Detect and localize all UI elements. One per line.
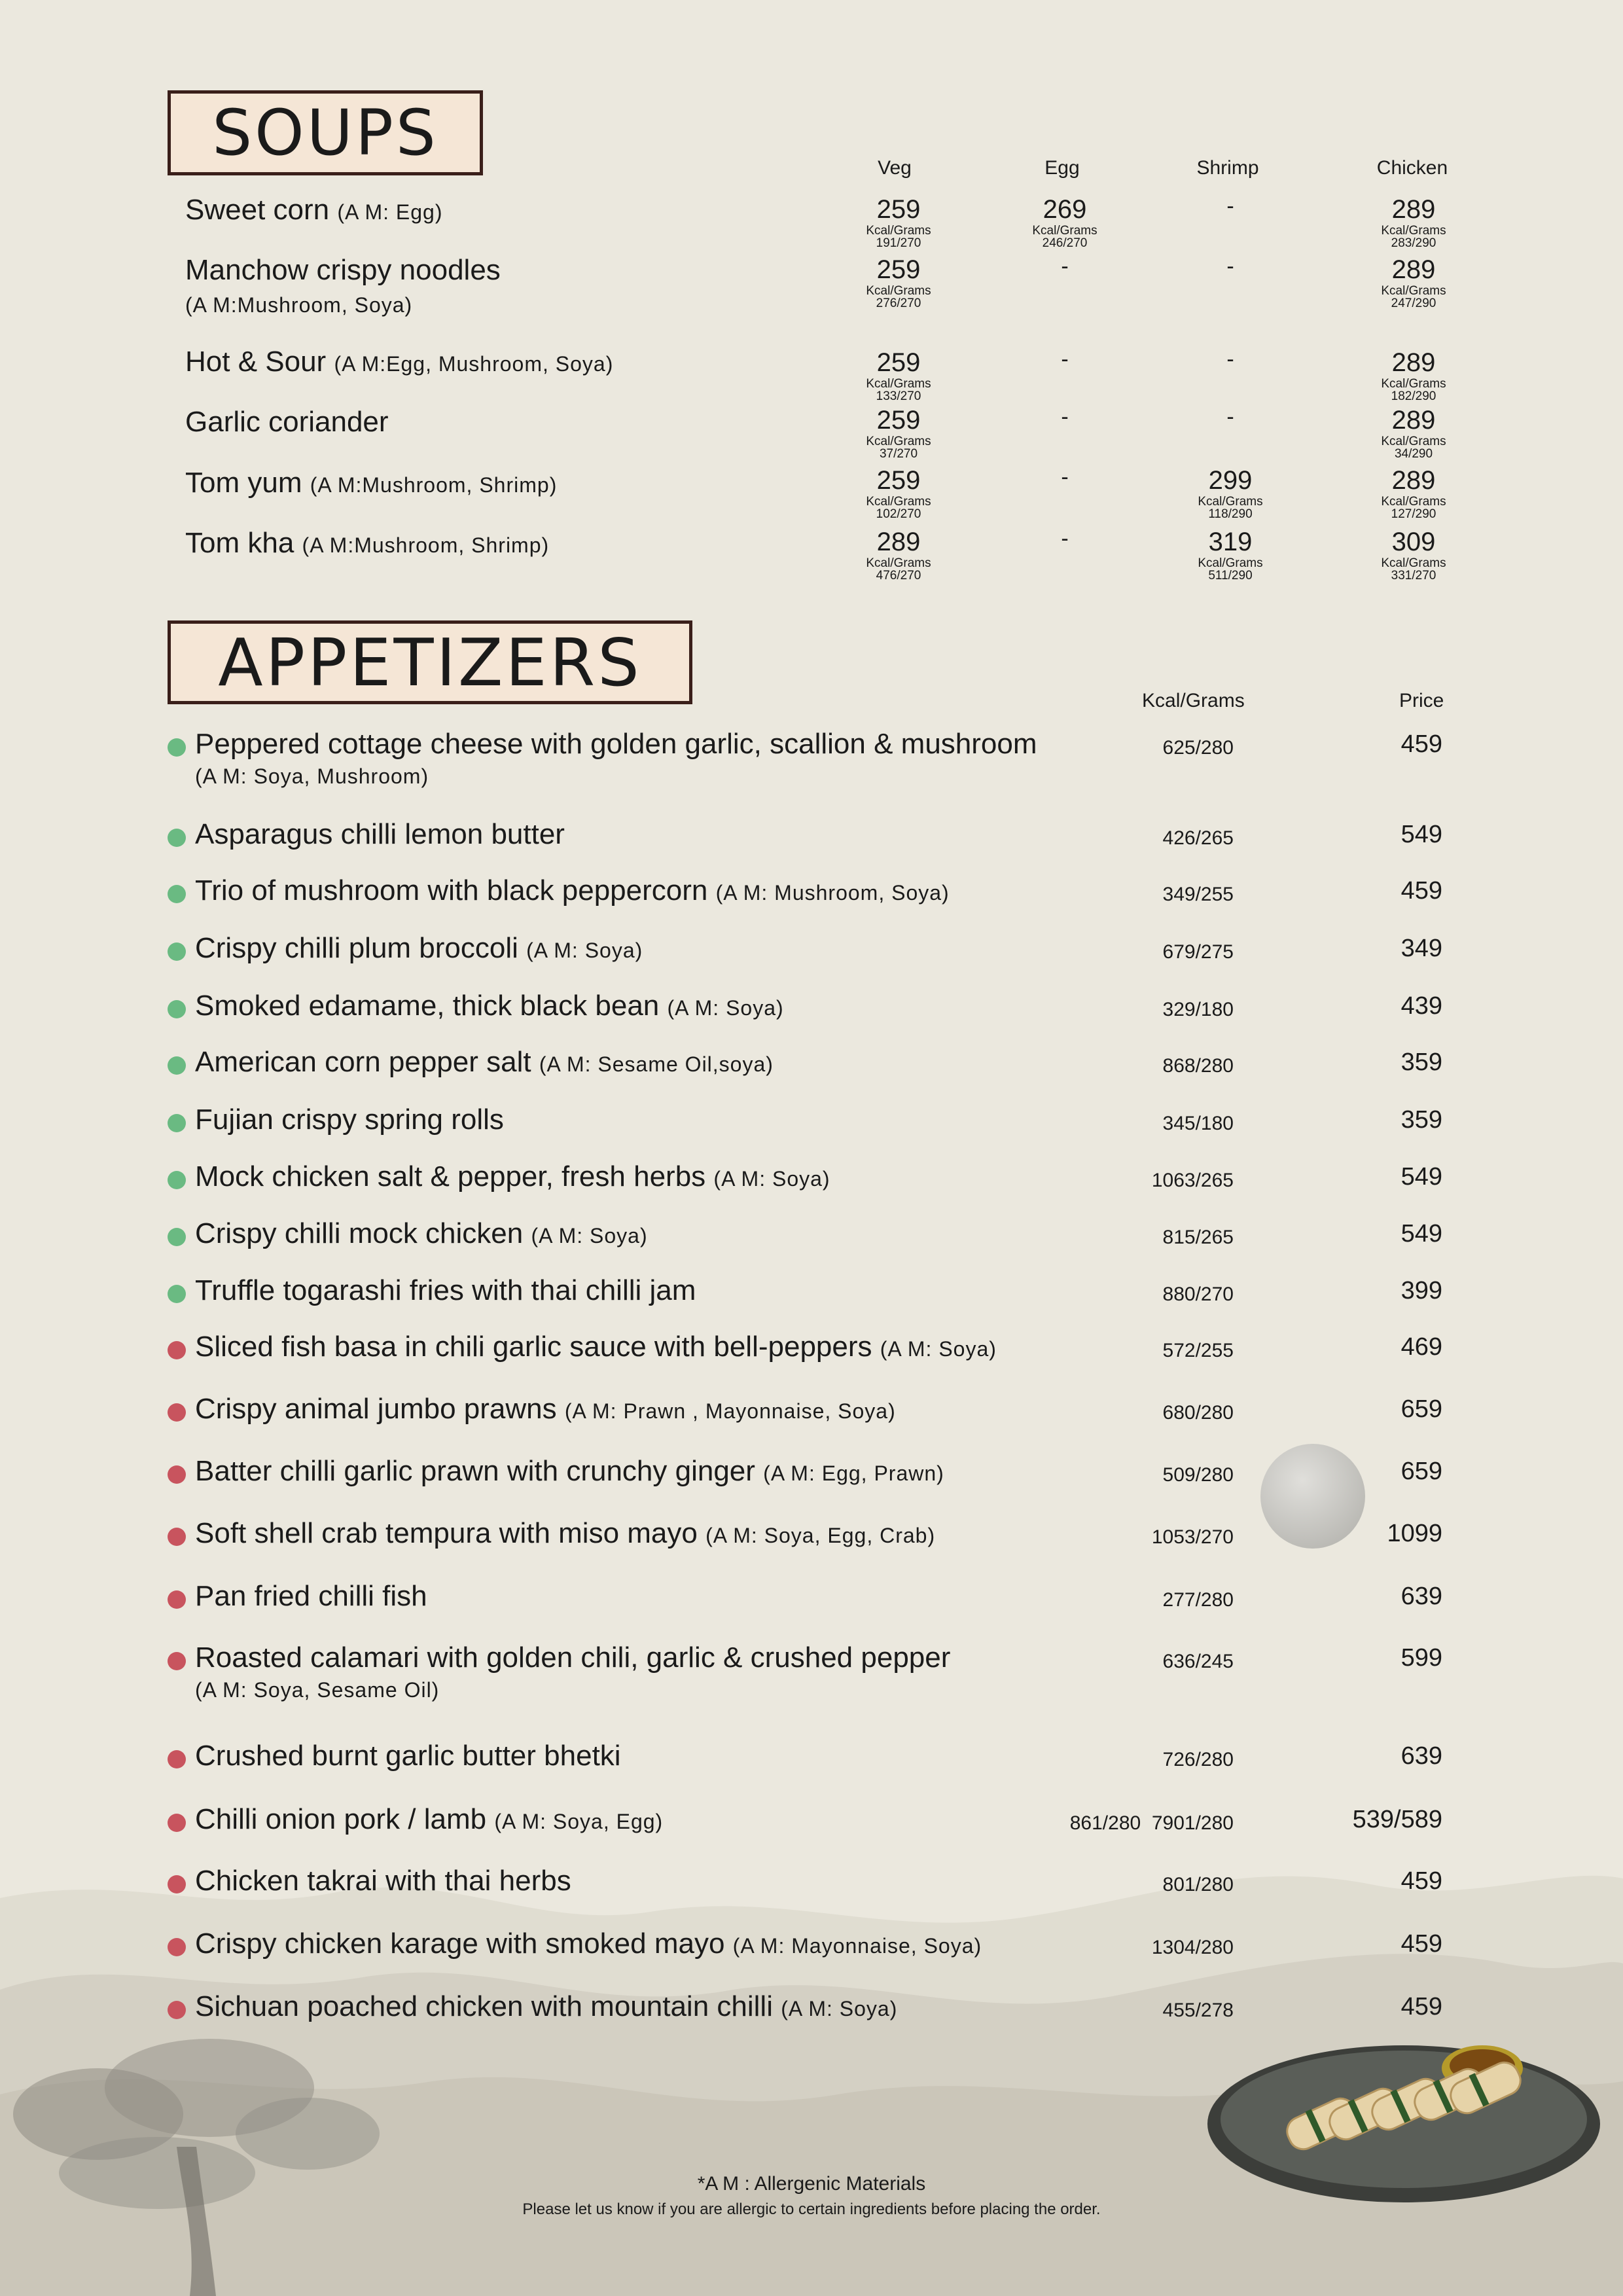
- appetizer-name-text: Smoked edamame, thick black bean: [195, 990, 660, 1022]
- appetizer-kcal: 861/280 7901/280: [1069, 1812, 1234, 1834]
- appetizer-row: [0, 1740, 1623, 1792]
- appetizer-row: [0, 932, 1623, 984]
- veg-indicator-icon: [168, 885, 186, 903]
- soups-title-box: [168, 90, 483, 175]
- soup-item-name: [185, 254, 501, 287]
- price-header: Price: [1399, 690, 1444, 711]
- soup-price-cell-chicken: [1348, 407, 1479, 460]
- soup-price-cell-shrimp: [1165, 467, 1296, 520]
- appetizer-kcal: 625/280: [1162, 737, 1234, 759]
- appetizer-allergens: (A M: Soya): [531, 1224, 648, 1247]
- col-header-egg: Egg: [1044, 157, 1080, 179]
- appetizer-price: 469: [1400, 1333, 1442, 1361]
- soup-price: 289: [1391, 195, 1436, 224]
- allergen-legend: *A M : Allergenic Materials: [697, 2173, 926, 2195]
- appetizer-name-text: Roasted calamari with golden chili, garlic & crushed pepper: [195, 1641, 951, 1674]
- appetizer-kcal: 349/255: [1162, 884, 1234, 905]
- appetizer-name-text: Truffle togarashi fries with thai chilli jam: [195, 1274, 696, 1306]
- soup-kcal: 276/270: [876, 296, 921, 310]
- appetizer-name-text: Fujian crispy spring rolls: [195, 1103, 504, 1136]
- appetizer-allergens: (A M: Soya): [526, 939, 643, 962]
- soup-price: 289: [1391, 348, 1436, 377]
- col-header-shrimp: Shrimp: [1196, 157, 1259, 179]
- appetizers-title: APPETIZERS: [218, 624, 642, 701]
- soup-kcal: 34/290: [1394, 447, 1433, 461]
- veg-indicator-icon: [168, 1000, 186, 1018]
- appetizer-name-text: Crispy chilli plum broccoli: [195, 932, 518, 964]
- soup-price-cell-chicken: [1348, 196, 1479, 249]
- nonveg-indicator-icon: [168, 1814, 186, 1832]
- appetizer-allergens: (A M: Sesame Oil,soya): [539, 1052, 774, 1076]
- soup-price-cell-chicken: [1348, 350, 1479, 403]
- appetizer-name: [195, 1865, 571, 1897]
- appetizer-kcal: 426/265: [1162, 827, 1234, 849]
- soup-item-name: [185, 406, 389, 439]
- appetizer-row: [0, 1580, 1623, 1632]
- appetizer-price: 659: [1400, 1458, 1442, 1485]
- soup-price: 259: [876, 255, 921, 284]
- appetizer-kcal: 277/280: [1162, 1589, 1234, 1611]
- soup-kcal: 37/270: [879, 447, 918, 461]
- soup-price: 319: [1208, 528, 1253, 556]
- soup-allergens: (A M:Mushroom, Shrimp): [310, 473, 558, 497]
- appetizer-name-text: Sichuan poached chicken with mountain chilli: [195, 1990, 773, 2022]
- soup-price: 289: [1391, 406, 1436, 435]
- appetizer-row: [0, 874, 1623, 927]
- nonveg-indicator-icon: [168, 2001, 186, 2019]
- appetizer-kcal: 801/280: [1162, 1874, 1234, 1895]
- soup-unavailable-shrimp: -: [1226, 347, 1234, 372]
- appetizer-allergens: (A M: Soya): [667, 996, 784, 1020]
- kcal-unit-label: Kcal/Grams: [1381, 556, 1446, 570]
- soup-unavailable-egg: -: [1061, 347, 1069, 372]
- nonveg-indicator-icon: [168, 1750, 186, 1768]
- appetizer-kcal: 636/245: [1162, 1651, 1234, 1672]
- soup-price: 289: [1391, 466, 1436, 495]
- appetizer-row: [0, 1641, 1623, 1702]
- appetizer-name: [195, 1103, 504, 1136]
- appetizer-kcal: 880/270: [1162, 1283, 1234, 1305]
- appetizer-kcal: 1063/265: [1151, 1170, 1234, 1191]
- soup-name-text: Sweet corn: [185, 194, 330, 226]
- soup-kcal: 283/290: [1391, 236, 1436, 250]
- appetizer-price: 359: [1400, 1049, 1442, 1076]
- soup-unavailable-egg: -: [1061, 465, 1069, 490]
- soup-item-name: [185, 194, 443, 226]
- kcal-unit-label: Kcal/Grams: [866, 435, 931, 448]
- soup-name-text: Hot & Sour: [185, 346, 327, 378]
- appetizer-row: [0, 1455, 1623, 1507]
- appetizer-kcal: 679/275: [1162, 941, 1234, 963]
- veg-indicator-icon: [168, 1056, 186, 1075]
- nonveg-indicator-icon: [168, 1590, 186, 1609]
- kcal-unit-label: Kcal/Grams: [1381, 495, 1446, 509]
- kcal-unit-label: Kcal/Grams: [1381, 377, 1446, 391]
- soup-allergens: (A M:Mushroom, Shrimp): [302, 533, 550, 557]
- veg-indicator-icon: [168, 829, 186, 847]
- appetizer-name-text: Chilli onion pork / lamb: [195, 1803, 487, 1835]
- appetizer-name-text: Batter chilli garlic prawn with crunchy ginger: [195, 1455, 755, 1487]
- soup-name-text: Tom kha: [185, 527, 294, 559]
- soup-price-cell-chicken: [1348, 257, 1479, 310]
- soup-kcal: 476/270: [876, 569, 921, 583]
- appetizer-name-text: Asparagus chilli lemon butter: [195, 818, 565, 850]
- soup-kcal: 191/270: [876, 236, 921, 250]
- soup-item-name: [185, 346, 613, 378]
- nonveg-indicator-icon: [168, 1465, 186, 1484]
- soup-price: 259: [876, 406, 921, 435]
- appetizer-name: [195, 1740, 621, 1772]
- appetizer-name: [195, 1580, 427, 1613]
- soup-unavailable-shrimp: -: [1226, 404, 1234, 429]
- appetizer-name: [195, 1990, 897, 2023]
- kcal-unit-label: Kcal/Grams: [866, 224, 931, 238]
- soup-price: 259: [876, 466, 921, 495]
- soup-allergens: (A M:Mushroom, Soya): [185, 293, 413, 317]
- appetizer-name-text: Crispy chicken karage with smoked mayo: [195, 1928, 725, 1960]
- appetizer-kcal: 329/180: [1162, 999, 1234, 1020]
- appetizer-name: [195, 818, 565, 851]
- appetizer-row: [0, 1803, 1623, 1856]
- soup-unavailable-egg: -: [1061, 254, 1069, 279]
- kcal-unit-label: Kcal/Grams: [866, 284, 931, 298]
- tree-silhouette: [0, 2016, 406, 2296]
- appetizer-price: 459: [1400, 877, 1442, 905]
- appetizer-name-text: Chicken takrai with thai herbs: [195, 1865, 571, 1897]
- kcal-unit-label: Kcal/Grams: [1381, 435, 1446, 448]
- veg-indicator-icon: [168, 1114, 186, 1132]
- col-header-veg: Veg: [878, 157, 912, 179]
- appetizer-allergens: (A M: Soya): [781, 1997, 898, 2020]
- appetizer-allergens: (A M: Egg, Prawn): [763, 1462, 944, 1485]
- soup-price: 259: [876, 348, 921, 377]
- appetizer-name: [195, 932, 643, 965]
- soup-kcal: 246/270: [1042, 236, 1088, 250]
- appetizer-name: [195, 1274, 696, 1307]
- appetizer-allergens: (A M: Prawn , Mayonnaise, Soya): [564, 1399, 896, 1423]
- appetizer-name: [195, 1517, 935, 1550]
- appetizer-allergens: (A M: Mushroom, Soya): [715, 881, 950, 905]
- soup-kcal: 102/270: [876, 507, 921, 521]
- appetizer-name-text: Trio of mushroom with black peppercorn: [195, 874, 708, 906]
- appetizer-row: [0, 728, 1623, 788]
- appetizer-kcal: 815/265: [1162, 1227, 1234, 1248]
- soup-kcal: 127/290: [1391, 507, 1436, 521]
- appetizer-price: 459: [1400, 1930, 1442, 1958]
- allergy-note: Please let us know if you are allergic to certain ingredients before placing the order.: [522, 2200, 1101, 2218]
- soup-item-name: [185, 527, 549, 560]
- appetizer-name: [195, 1641, 950, 1674]
- appetizer-kcal: 572/255: [1162, 1340, 1234, 1361]
- kcal-unit-label: Kcal/Grams: [1198, 495, 1263, 509]
- appetizer-name: [195, 1331, 997, 1363]
- appetizer-name: [195, 728, 1037, 761]
- soup-kcal: 511/290: [1208, 569, 1253, 583]
- soup-price-cell-chicken: [1348, 529, 1479, 582]
- appetizer-kcal: 868/280: [1162, 1055, 1234, 1077]
- appetizer-name: [195, 1803, 663, 1836]
- soup-unavailable-shrimp: -: [1226, 194, 1234, 219]
- appetizer-price: 549: [1400, 1163, 1442, 1191]
- soup-kcal: 133/270: [876, 389, 921, 403]
- nonveg-indicator-icon: [168, 1875, 186, 1893]
- kcal-unit-label: Kcal/Grams: [866, 377, 931, 391]
- appetizer-name: [195, 1046, 774, 1079]
- appetizer-name-text: Crushed burnt garlic butter bhetki: [195, 1740, 621, 1772]
- veg-indicator-icon: [168, 738, 186, 757]
- soup-kcal: 118/290: [1208, 507, 1253, 521]
- kcal-unit-label: Kcal/Grams: [866, 495, 931, 509]
- appetizer-row: [0, 990, 1623, 1042]
- appetizer-price: 549: [1400, 1220, 1442, 1247]
- appetizer-name-text: American corn pepper salt: [195, 1046, 531, 1078]
- appetizer-kcal: 680/280: [1162, 1402, 1234, 1424]
- appetizer-allergens: (A M: Soya): [713, 1167, 830, 1191]
- appetizer-price: 659: [1400, 1395, 1442, 1423]
- nonveg-indicator-icon: [168, 1938, 186, 1956]
- soup-allergens: (A M: Egg): [337, 200, 443, 224]
- appetizer-name: [195, 1455, 944, 1488]
- soup-kcal: 247/290: [1391, 296, 1436, 310]
- appetizer-price: 459: [1400, 1867, 1442, 1895]
- appetizer-allergens: (A M: Mayonnaise, Soya): [732, 1934, 982, 1958]
- appetizer-name: [195, 874, 950, 907]
- appetizer-name-text: Crispy chilli mock chicken: [195, 1217, 524, 1249]
- appetizer-row: [0, 1331, 1623, 1383]
- appetizer-row: [0, 1865, 1623, 1917]
- appetizer-kcal: 726/280: [1162, 1749, 1234, 1770]
- soup-price: 269: [1043, 195, 1087, 224]
- nonveg-indicator-icon: [168, 1528, 186, 1546]
- appetizer-allergens: (A M: Soya, Egg): [494, 1810, 664, 1833]
- appetizer-name-text: Soft shell crab tempura with miso mayo: [195, 1517, 698, 1549]
- soup-price-cell-egg: [999, 196, 1130, 249]
- soup-price: 309: [1391, 528, 1436, 556]
- soup-kcal: 182/290: [1391, 389, 1436, 403]
- appetizer-price: 639: [1400, 1583, 1442, 1610]
- appetizer-price: 399: [1400, 1277, 1442, 1304]
- appetizer-row: [0, 1517, 1623, 1570]
- appetizer-name: [195, 990, 784, 1022]
- appetizer-price: 1099: [1387, 1520, 1442, 1547]
- appetizer-allergens: (A M: Soya, Egg, Crab): [705, 1524, 936, 1547]
- veg-indicator-icon: [168, 1171, 186, 1189]
- appetizer-price: 459: [1400, 730, 1442, 758]
- soup-kcal: 331/270: [1391, 569, 1436, 583]
- nonveg-indicator-icon: [168, 1341, 186, 1359]
- appetizer-row: [0, 1160, 1623, 1213]
- appetizer-row: [0, 1217, 1623, 1270]
- soup-price-cell-veg: [833, 350, 964, 403]
- soup-item-name: [185, 467, 557, 499]
- soup-price-cell-chicken: [1348, 467, 1479, 520]
- soup-unavailable-shrimp: -: [1226, 254, 1234, 279]
- kcal-unit-label: Kcal/Grams: [1381, 224, 1446, 238]
- kcal-unit-label: Kcal/Grams: [866, 556, 931, 570]
- veg-indicator-icon: [168, 942, 186, 961]
- soup-price: 289: [876, 528, 921, 556]
- veg-indicator-icon: [168, 1285, 186, 1303]
- appetizer-kcal: 509/280: [1162, 1464, 1234, 1486]
- veg-indicator-icon: [168, 1228, 186, 1246]
- appetizer-price: 639: [1400, 1742, 1442, 1770]
- kcal-unit-label: Kcal/Grams: [1198, 556, 1263, 570]
- col-header-chicken: Chicken: [1376, 157, 1448, 179]
- soup-price-cell-veg: [833, 257, 964, 310]
- appetizer-row: [0, 1928, 1623, 1980]
- soup-price: 299: [1208, 466, 1253, 495]
- soup-name-text: Tom yum: [185, 467, 302, 499]
- soups-title: SOUPS: [212, 96, 438, 170]
- appetizer-name-text: Crispy animal jumbo prawns: [195, 1393, 557, 1425]
- nonveg-indicator-icon: [168, 1403, 186, 1422]
- appetizer-name-text: Sliced fish basa in chili garlic sauce with bell-peppers: [195, 1331, 872, 1363]
- appetizer-row: [0, 1393, 1623, 1445]
- appetizer-name-text: Mock chicken salt & pepper, fresh herbs: [195, 1160, 706, 1193]
- appetizer-allergens: (A M: Soya, Mushroom): [195, 764, 429, 788]
- appetizer-kcal: 345/180: [1162, 1113, 1234, 1134]
- appetizer-name-text: Peppered cottage cheese with golden garlic, scallion & mushroom: [195, 728, 1037, 760]
- soup-price-cell-veg: [833, 529, 964, 582]
- appetizer-row: [0, 1103, 1623, 1156]
- appetizer-name-text: Pan fried chilli fish: [195, 1580, 427, 1612]
- appetizer-price: 359: [1400, 1106, 1442, 1134]
- soup-price-cell-veg: [833, 407, 964, 460]
- kcal-header: Kcal/Grams: [1142, 690, 1245, 711]
- appetizers-title-box: [168, 620, 692, 704]
- appetizer-price: 439: [1400, 992, 1442, 1020]
- soup-price: 289: [1391, 255, 1436, 284]
- appetizer-allergens: (A M: Soya): [880, 1337, 997, 1361]
- soup-price-cell-shrimp: [1165, 529, 1296, 582]
- appetizer-name: [195, 1217, 648, 1250]
- soup-price-cell-veg: [833, 196, 964, 249]
- appetizer-price: 459: [1400, 1993, 1442, 2020]
- soup-name-text: Manchow crispy noodles: [185, 254, 501, 286]
- soup-unavailable-egg: -: [1061, 404, 1069, 429]
- soup-unavailable-egg: -: [1061, 526, 1069, 551]
- appetizer-kcal: 1053/270: [1151, 1526, 1234, 1548]
- appetizer-row: [0, 1274, 1623, 1327]
- appetizer-price: 539/589: [1352, 1806, 1442, 1833]
- appetizer-row: [0, 1046, 1623, 1098]
- appetizer-kcal: 455/278: [1162, 2000, 1234, 2021]
- appetizer-name: [195, 1393, 896, 1426]
- appetizer-allergens: (A M: Soya, Sesame Oil): [195, 1678, 440, 1702]
- soup-name-text: Garlic coriander: [185, 406, 389, 438]
- nonveg-indicator-icon: [168, 1652, 186, 1670]
- appetizer-name: [195, 1928, 982, 1960]
- appetizer-name: [195, 1160, 830, 1193]
- soup-allergens: (A M:Egg, Mushroom, Soya): [334, 352, 614, 376]
- appetizer-price: 349: [1400, 935, 1442, 962]
- kcal-unit-label: Kcal/Grams: [1032, 224, 1097, 238]
- appetizer-row: [0, 1990, 1623, 2043]
- appetizer-row: [0, 818, 1623, 870]
- appetizer-price: 599: [1400, 1644, 1442, 1672]
- soup-price-cell-veg: [833, 467, 964, 520]
- soup-price: 259: [876, 195, 921, 224]
- appetizer-price: 549: [1400, 821, 1442, 848]
- appetizer-kcal: 1304/280: [1151, 1937, 1234, 1958]
- kcal-unit-label: Kcal/Grams: [1381, 284, 1446, 298]
